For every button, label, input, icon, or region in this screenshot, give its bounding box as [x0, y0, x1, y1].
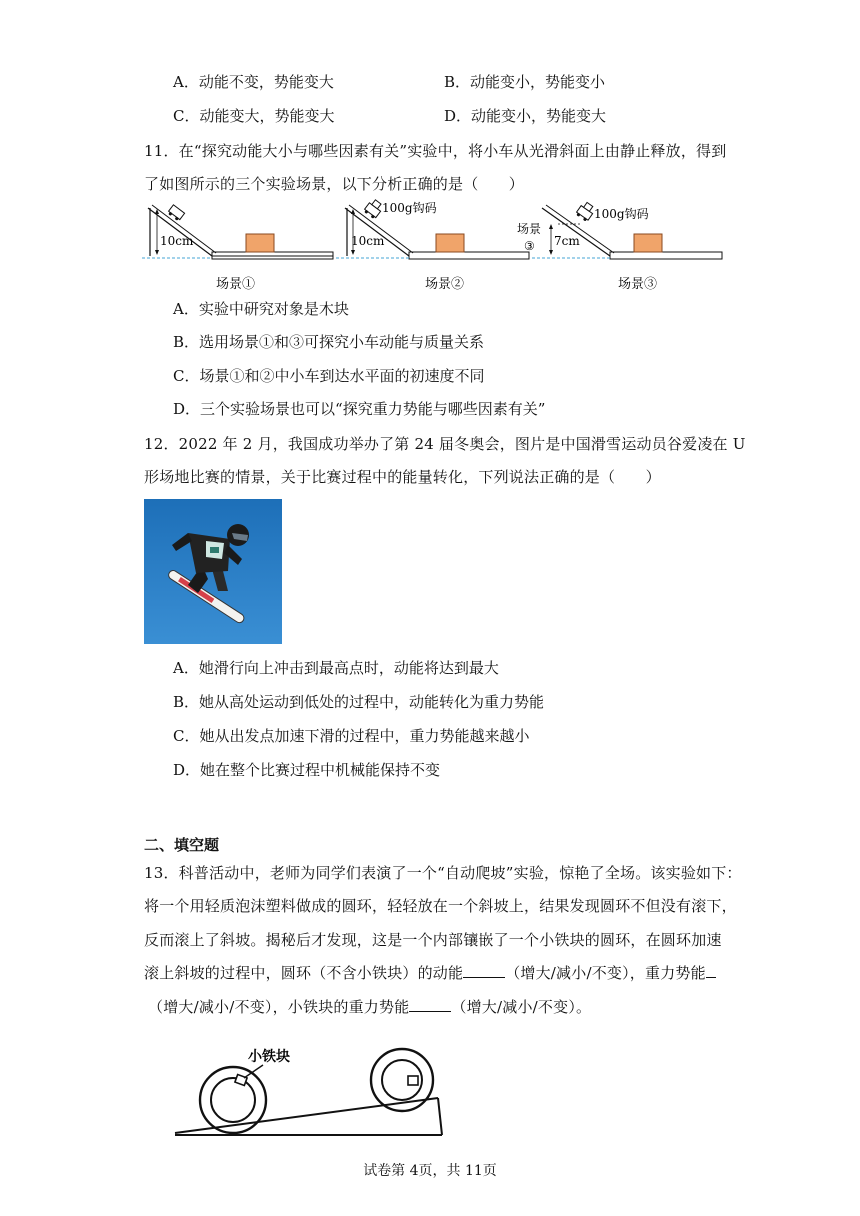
q13-figure	[170, 1040, 450, 1140]
scene-3	[517, 201, 722, 259]
q11-option-c: C．场景①和②中小车到达水平面的初速度不同	[173, 367, 485, 385]
q13-blank-1[interactable]	[463, 963, 505, 978]
scene1-caption: 场景①	[216, 277, 256, 292]
scene3-side-label: 场景	[517, 222, 542, 236]
q11-option-d: D．三个实验场景也可以“探究重力势能与哪些因素有关”	[173, 400, 546, 418]
scene-2	[336, 198, 529, 259]
q12-stem-line2: 形场地比赛的情景，关于比赛过程中的能量转化，下列说法正确的是（ ）	[144, 468, 661, 486]
q13-stem-line2: 将一个用轻质泡沫塑料做成的圆环，轻轻放在一个斜坡上，结果发现圆环不但没有滚下，	[144, 897, 737, 915]
scene3-caption: 场景③	[618, 277, 658, 292]
page-footer: 试卷第 4页，共 11页	[363, 1163, 497, 1179]
q13-line4-part-a: 滚上斜坡的过程中，圆环（不含小铁块）的动能	[144, 964, 464, 982]
q11-stem-line1: 11．在“探究动能大小与哪些因素有关”实验中，将小车从光滑斜面上由静止释放，得到	[144, 142, 727, 160]
q11-option-b: B．选用场景①和③可探究小车动能与质量关系	[173, 333, 485, 351]
scene2-weight-label: 100g钩码	[382, 201, 437, 215]
snowboarder-photo	[144, 499, 282, 644]
section-title: 二、填空题	[144, 836, 220, 854]
q10-option-c: C．动能变大，势能变大	[173, 107, 335, 125]
q13-line5-part-b: （增大/减小/不变）。	[451, 998, 592, 1016]
scene-1	[142, 205, 333, 259]
q12-option-a: A．她滑行向上冲击到最高点时，动能将达到最大	[173, 659, 499, 677]
q12-option-d: D．她在整个比赛过程中机械能保持不变	[173, 761, 441, 779]
q11-option-a: A．实验中研究对象是木块	[173, 300, 349, 318]
q11-figure	[140, 198, 730, 298]
iron-block-label: 小铁块	[248, 1049, 290, 1065]
scene2-caption: 场景②	[425, 277, 465, 292]
q12-option-b: B．她从高处运动到低处的过程中，动能转化为重力势能	[173, 693, 545, 711]
q13-blank-2[interactable]	[706, 963, 716, 978]
q10-option-a: A．动能不变，势能变大	[173, 73, 334, 91]
q13-stem-line5	[148, 997, 591, 1017]
q10-option-d: D．动能变小，势能变大	[444, 107, 607, 125]
q13-line5-part-a: （增大/减小/不变），小铁块的重力势能	[148, 998, 410, 1016]
q13-stem-line1: 13．科普活动中，老师为同学们表演了一个“自动爬坡”实验，惊艳了全场。该实验如下：	[144, 864, 742, 882]
scene3-height-label: 7cm	[554, 234, 580, 248]
q13-blank-3[interactable]	[409, 997, 451, 1012]
q12-option-c: C．她从出发点加速下滑的过程中，重力势能越来越小	[173, 727, 530, 745]
scene3-side-number: ③	[524, 239, 535, 253]
q11-stem-line2: 了如图所示的三个实验场景，以下分析正确的是（ ）	[144, 175, 525, 193]
scene2-height-label: 10cm	[351, 234, 385, 248]
q13-stem-line3: 反而滚上了斜坡。揭秘后才发现，这是一个内部镶嵌了一个小铁块的圆环，在圆环加速	[144, 931, 722, 949]
scene3-weight-label: 100g钩码	[594, 207, 649, 221]
q10-option-b: B．动能变小，势能变小	[444, 73, 606, 91]
scene1-height-label: 10cm	[160, 234, 194, 248]
q13-line4-part-b: （增大/减小/不变），重力势能	[505, 964, 706, 982]
q13-stem-line4	[144, 963, 716, 983]
q12-stem-line1: 12．2022 年 2 月，我国成功举办了第 24 届冬奥会，图片是中国滑雪运动员谷爱凌在 U	[144, 435, 746, 453]
